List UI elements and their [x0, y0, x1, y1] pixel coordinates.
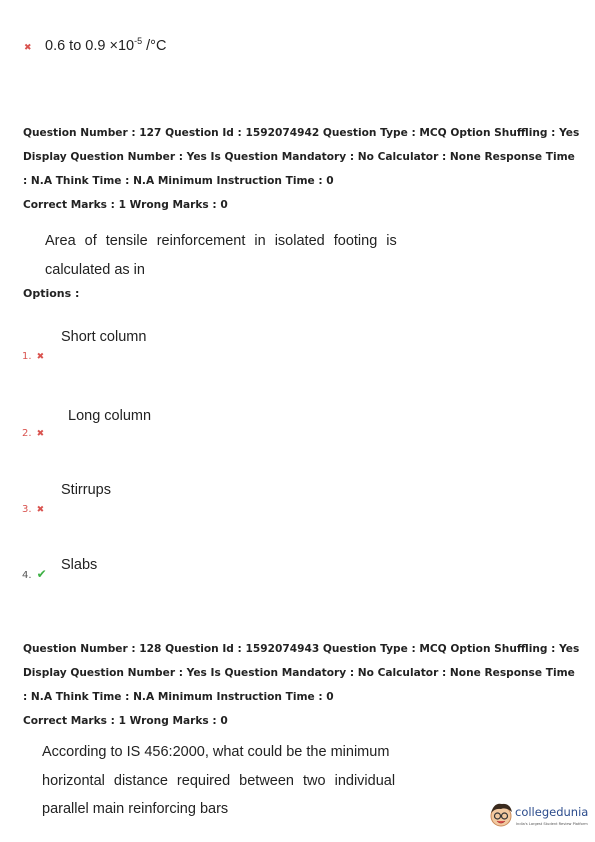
wrong-mark-icon: ✖	[36, 505, 45, 515]
question-127-meta-line-1: Question Number : 127 Question Id : 1592074942 Question Type : MCQ Option Shuffling : Yes	[23, 127, 580, 139]
question-128-meta-line-2: Display Question Number : Yes Is Question Mandatory : No Calculator : None Response Time	[23, 667, 575, 679]
option-1-text[interactable]: Short column	[61, 329, 147, 345]
question-128-text	[42, 738, 462, 824]
previous-option-unit: /°C	[142, 37, 167, 54]
option-1-number: 1.	[22, 351, 32, 362]
option-3-number: 3.	[22, 504, 32, 515]
question-127-text	[45, 227, 465, 284]
question-127-meta-line-3: : N.A Think Time : N.A Minimum Instruction Time : 0	[23, 175, 334, 187]
question-128-text-line-2: horizontal distance required between two individual	[42, 772, 396, 789]
option-4-marker	[22, 563, 47, 582]
question-128-meta-line-1: Question Number : 128 Question Id : 1592074943 Question Type : MCQ Option Shuffling : Yes	[23, 643, 580, 655]
previous-option-text	[45, 36, 166, 54]
question-127-marks: Correct Marks : 1 Wrong Marks : 0	[23, 199, 228, 211]
logo-wordmark: collegedunia	[515, 805, 589, 819]
option-2-number: 2.	[22, 428, 32, 439]
option-2-text[interactable]: Long column	[68, 408, 152, 424]
wrong-mark-icon: ✖	[36, 352, 45, 362]
option-4-text[interactable]: Slabs	[61, 557, 98, 573]
question-127-meta-line-2: Display Question Number : Yes Is Question Mandatory : No Calculator : None Response Time	[23, 151, 575, 163]
collegedunia-logo	[488, 800, 592, 834]
question-127-meta	[23, 121, 583, 217]
option-4-number: 4.	[22, 570, 32, 581]
question-128-marks: Correct Marks : 1 Wrong Marks : 0	[23, 715, 228, 727]
question-128-text-line-3: parallel main reinforcing bars	[42, 801, 229, 817]
wrong-mark-icon: ✖	[24, 43, 32, 53]
wrong-mark-icon: ✖	[36, 429, 45, 439]
logo-tagline: India's Largest Student Review Platform	[516, 822, 588, 826]
option-3-text[interactable]: Stirrups	[61, 482, 111, 498]
question-128-text-line-1: According to IS 456:2000, what could be the minimum	[42, 744, 390, 760]
option-2-marker	[22, 421, 44, 440]
question-127-text-line-2: calculated as in	[45, 261, 145, 278]
mascot-icon	[488, 800, 514, 830]
question-128-meta	[23, 637, 583, 733]
options-label: Options :	[23, 287, 80, 300]
correct-check-icon: ✔	[36, 567, 47, 581]
option-1-marker	[22, 344, 44, 363]
question-127-text-line-1: Area of tensile reinforcement in isolated footing is	[45, 233, 397, 249]
question-128-meta-line-3: : N.A Think Time : N.A Minimum Instruction Time : 0	[23, 691, 334, 703]
option-3-marker	[22, 497, 44, 516]
previous-option-exponent: -5	[134, 36, 143, 46]
previous-option-main: 0.6 to 0.9 ×10	[45, 37, 135, 54]
